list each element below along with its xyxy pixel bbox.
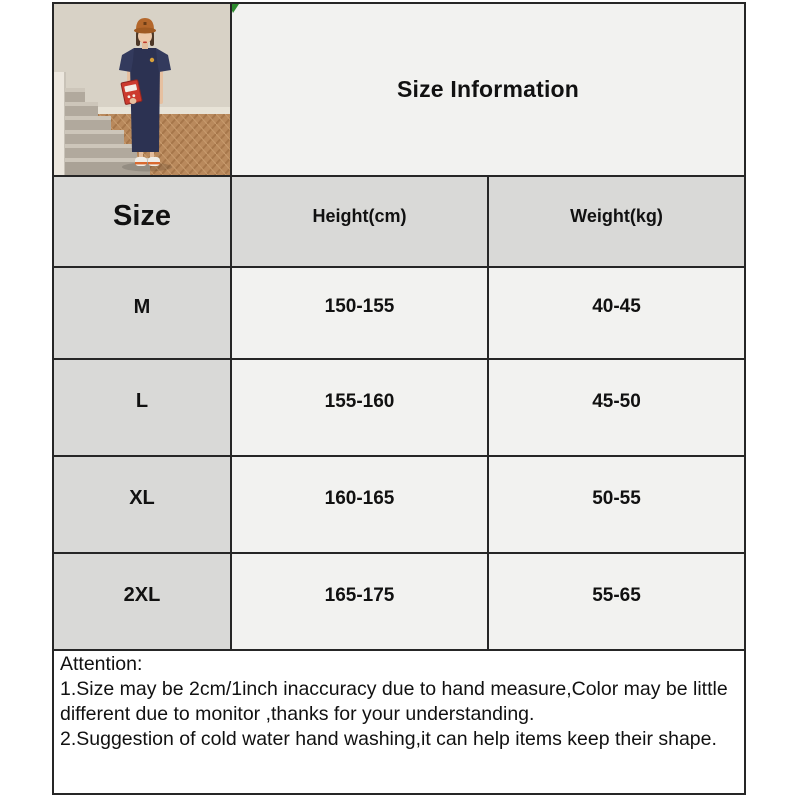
page-title: Size Information [396, 76, 580, 102]
row-l-size: L [54, 360, 230, 455]
column-header-height: Height(cm) [232, 177, 487, 266]
column-header-size: Size [54, 177, 230, 266]
size-table [52, 2, 746, 651]
attention-note-2: 2.Suggestion of cold water hand washing,it can help items keep their shape. [60, 728, 717, 750]
product-photo [54, 4, 230, 175]
row-xl-height: 160-165 [232, 457, 487, 552]
row-m-weight: 40-45 [489, 268, 744, 358]
row-xl-weight: 50-55 [489, 457, 744, 552]
green-corner-flag-icon [232, 4, 239, 13]
attention-box [52, 649, 746, 795]
attention-note-1: 1.Size may be 2cm/1inch inaccuracy due to hand measure,Color may be little different due to monitor ,thanks for your understanding. [60, 678, 728, 725]
size-information-title-cell [232, 4, 744, 175]
row-xl-size: XL [54, 457, 230, 552]
chest-logo [150, 58, 154, 62]
row-l-height: 155-160 [232, 360, 487, 455]
attention-title: Attention: [60, 653, 143, 675]
row-2xl-height: 165-175 [232, 554, 487, 649]
column-header-weight: Weight(kg) [489, 177, 744, 266]
row-2xl-weight: 55-65 [489, 554, 744, 649]
row-l-weight: 45-50 [489, 360, 744, 455]
product-photo-illustration [54, 4, 230, 175]
row-m-height: 150-155 [232, 268, 487, 358]
row-m-size: M [54, 268, 230, 358]
row-2xl-size: 2XL [54, 554, 230, 649]
